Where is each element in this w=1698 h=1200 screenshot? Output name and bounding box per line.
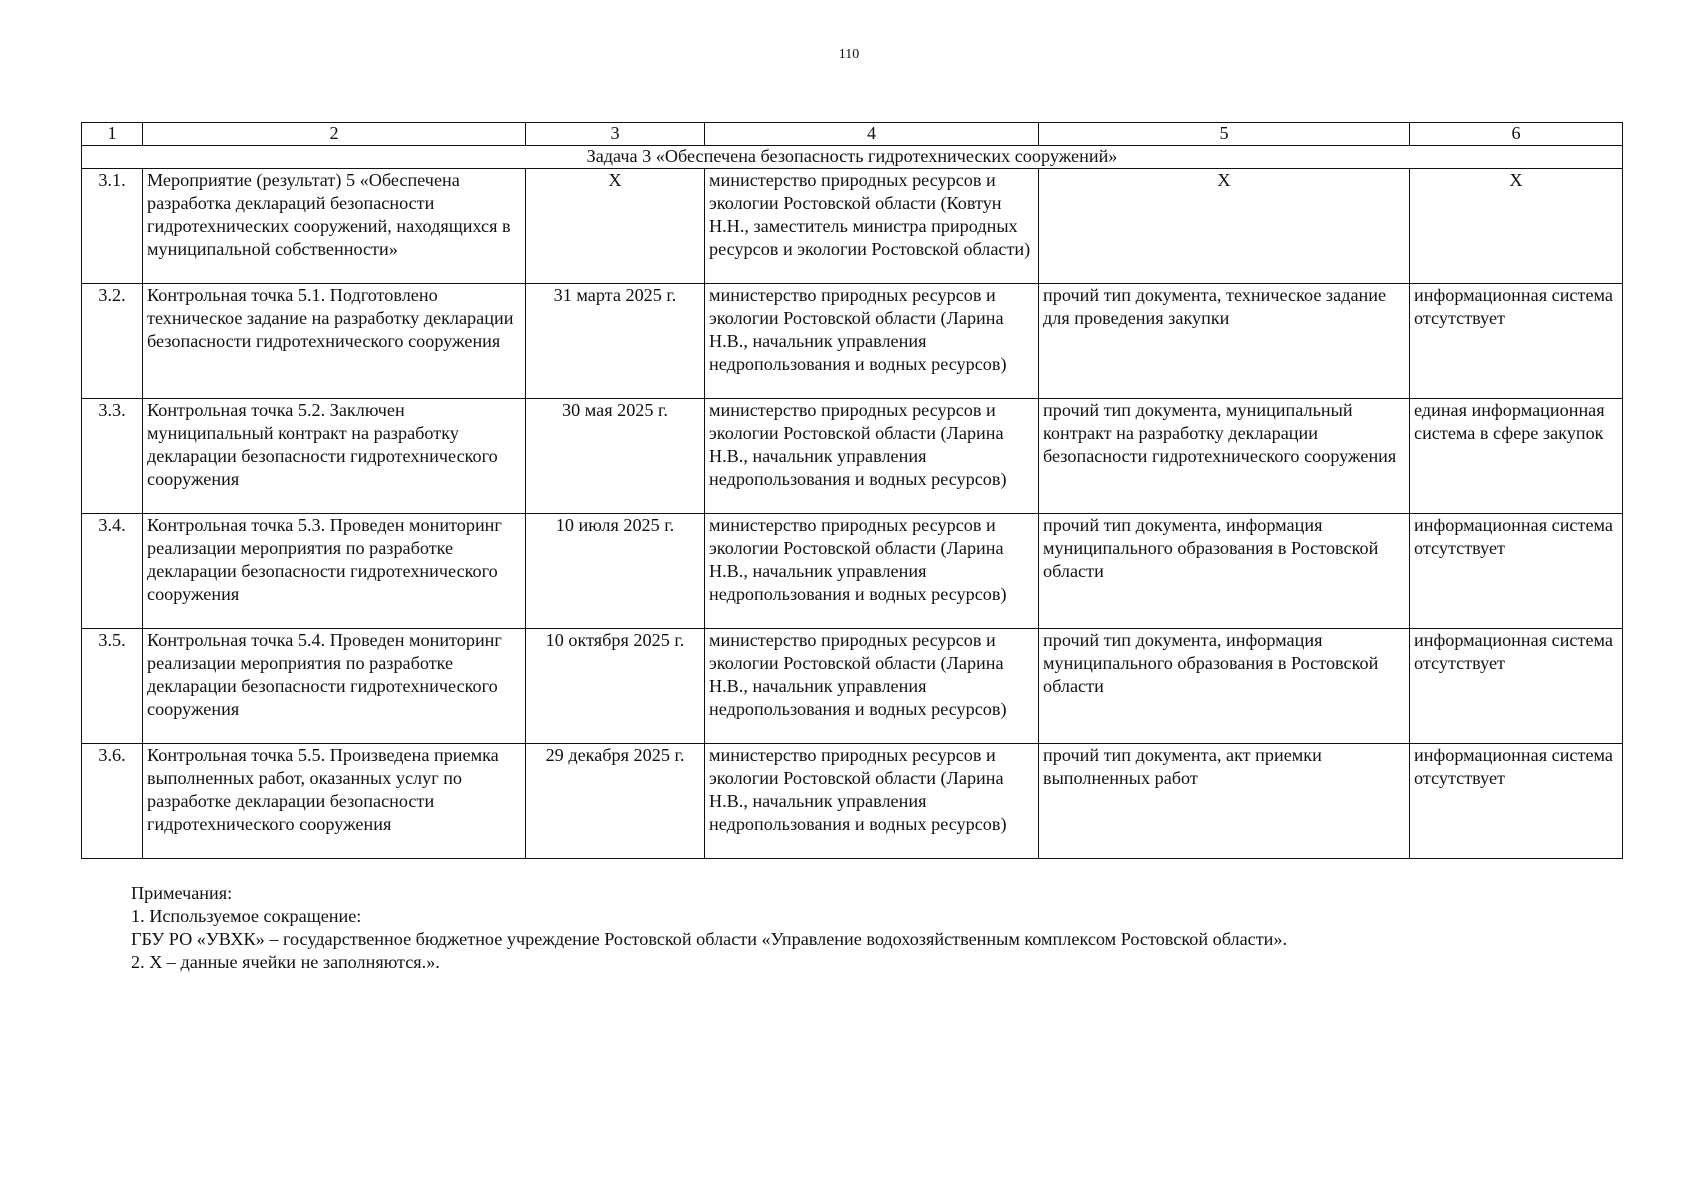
row-date: 10 октября 2025 г. [526,629,705,744]
column-header: 4 [705,123,1039,146]
row-document: прочий тип документа, техническое задание для проведения закупки [1039,284,1410,399]
row-system: информационная система отсутствует [1410,629,1623,744]
column-header: 1 [82,123,143,146]
row-number: 3.1. [82,169,143,284]
row-system: информационная система отсутствует [1410,744,1623,859]
row-number: 3.5. [82,629,143,744]
page-number: 110 [838,47,860,62]
table-row [82,744,1623,859]
note-line: 1. Используемое сокращение: [131,906,362,926]
row-date: 30 мая 2025 г. [526,399,705,514]
table-row [82,514,1623,629]
row-responsible: министерство природных ресурсов и экологии Ростовской области (Ларина Н.В., начальник управления недропользования и водных ресурсов) [705,629,1039,744]
row-document: X [1039,169,1410,284]
note-line: 2. X – данные ячейки не заполняются.». [131,952,440,972]
table-row [82,169,1623,284]
row-date: 10 июля 2025 г. [526,514,705,629]
row-number: 3.4. [82,514,143,629]
row-date: X [526,169,705,284]
row-document: прочий тип документа, муниципальный контракт на разработку декларации безопасности гидротехнического сооружения [1039,399,1410,514]
row-number: 3.2. [82,284,143,399]
plan-table [81,122,1623,859]
row-date: 31 марта 2025 г. [526,284,705,399]
row-name: Контрольная точка 5.5. Произведена приемка выполненных работ, оказанных услуг по разработке декларации безопасности гидротехнического сооружения [143,744,526,859]
row-name: Мероприятие (результат) 5 «Обеспечена разработка деклараций безопасности гидротехнических сооружений, находящихся в муниципальной собственности» [143,169,526,284]
row-responsible: министерство природных ресурсов и экологии Ростовской области (Ковтун Н.Н., заместитель министра природных ресурсов и экологии Ростовской области) [705,169,1039,284]
table-header-row [82,123,1623,146]
column-header: 5 [1039,123,1410,146]
row-responsible: министерство природных ресурсов и экологии Ростовской области (Ларина Н.В., начальник управления недропользования и водных ресурсов) [705,514,1039,629]
row-responsible: министерство природных ресурсов и экологии Ростовской области (Ларина Н.В., начальник управления недропользования и водных ресурсов) [705,744,1039,859]
note-line: ГБУ РО «УВХК» – государственное бюджетное учреждение Ростовской области «Управление водохозяйственным комплексом Ростовской области». [131,929,1288,949]
row-document: прочий тип документа, информация муниципального образования в Ростовской области [1039,629,1410,744]
row-system: единая информационная система в сфере закупок [1410,399,1623,514]
row-document: прочий тип документа, акт приемки выполненных работ [1039,744,1410,859]
row-name: Контрольная точка 5.1. Подготовлено техническое задание на разработку декларации безопасности гидротехнического сооружения [143,284,526,399]
row-system: информационная система отсутствует [1410,514,1623,629]
row-date: 29 декабря 2025 г. [526,744,705,859]
row-system: X [1410,169,1623,284]
row-system: информационная система отсутствует [1410,284,1623,399]
table-row [82,399,1623,514]
task-title: Задача 3 «Обеспечена безопасность гидротехнических сооружений» [82,146,1623,169]
column-header: 6 [1410,123,1623,146]
column-header: 3 [526,123,705,146]
row-name: Контрольная точка 5.3. Проведен мониторинг реализации мероприятия по разработке декларации безопасности гидротехнического сооружения [143,514,526,629]
row-responsible: министерство природных ресурсов и экологии Ростовской области (Ларина Н.В., начальник управления недропользования и водных ресурсов) [705,399,1039,514]
row-number: 3.3. [82,399,143,514]
notes-title: Примечания: [131,883,233,903]
row-responsible: министерство природных ресурсов и экологии Ростовской области (Ларина Н.В., начальник управления недропользования и водных ресурсов) [705,284,1039,399]
row-document: прочий тип документа, информация муниципального образования в Ростовской области [1039,514,1410,629]
row-name: Контрольная точка 5.2. Заключен муниципальный контракт на разработку декларации безопасности гидротехнического сооружения [143,399,526,514]
task-row [82,146,1623,169]
row-number: 3.6. [82,744,143,859]
table-row [82,629,1623,744]
table-row [82,284,1623,399]
row-name: Контрольная точка 5.4. Проведен мониторинг реализации мероприятия по разработке декларации безопасности гидротехнического сооружения [143,629,526,744]
notes-section [131,882,1611,974]
column-header: 2 [143,123,526,146]
